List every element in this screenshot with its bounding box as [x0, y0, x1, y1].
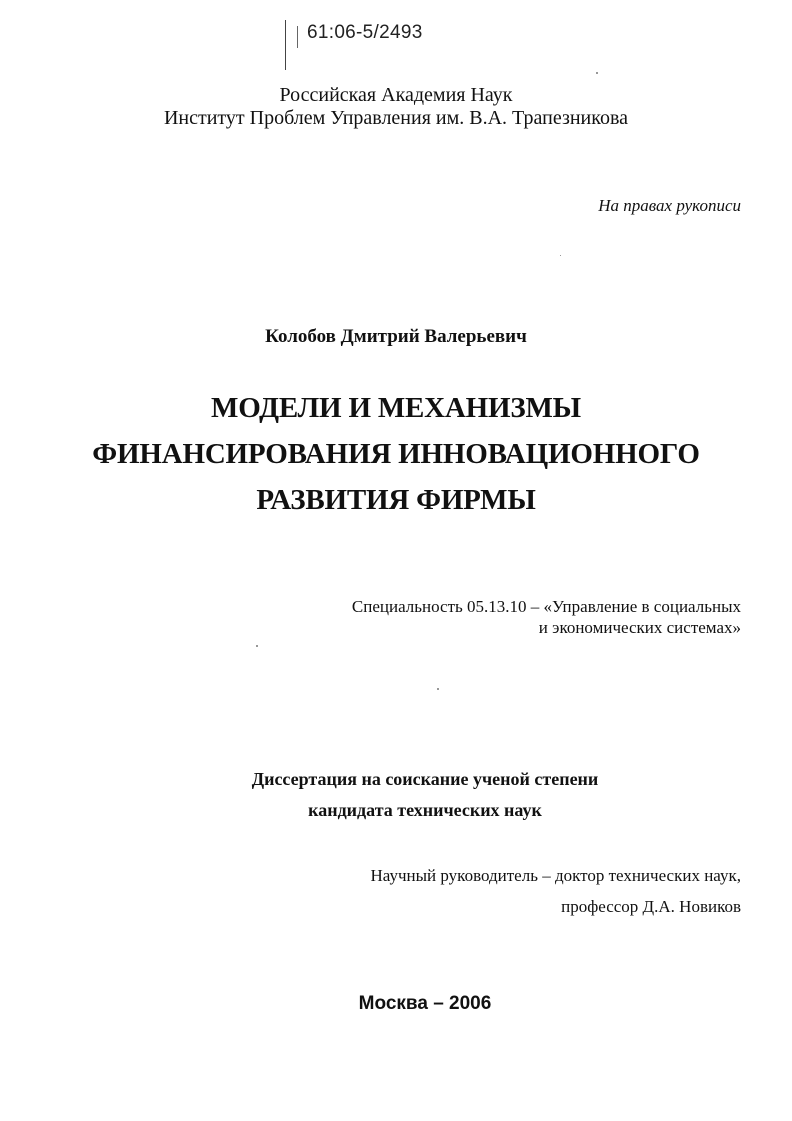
scan-speck	[596, 72, 598, 74]
supervisor-line-1: Научный руководитель – доктор технических наук,	[370, 866, 741, 885]
organization-institute: Институт Проблем Управления им. В.А. Трапезникова	[163, 107, 629, 129]
supervisor-line-2: профессор Д.А. Новиков	[561, 897, 741, 916]
author-name: Колобов Дмитрий Валерьевич	[265, 326, 527, 347]
city-year: Москва – 2006	[358, 993, 492, 1014]
archive-stamp: 61:06-5/2493	[307, 22, 423, 43]
specialty-line-1: Специальность 05.13.10 – «Управление в социальных	[351, 597, 741, 616]
scan-speck	[437, 688, 439, 690]
thesis-title-line-1: МОДЕЛИ И МЕХАНИЗМЫ	[211, 392, 581, 424]
scan-speck	[256, 645, 258, 647]
organization-academy: Российская Академия Наук	[279, 84, 513, 106]
degree-line-1: Диссертация на соискание ученой степени	[251, 769, 599, 789]
thesis-title-line-2: ФИНАНСИРОВАНИЯ ИННОВАЦИОННОГО	[92, 438, 700, 470]
stamp-vertical-line	[285, 20, 286, 70]
stamp-vertical-line-short	[297, 26, 298, 48]
thesis-title-line-3: РАЗВИТИЯ ФИРМЫ	[256, 484, 536, 516]
specialty-line-2: и экономических системах»	[538, 618, 741, 637]
scan-speck	[560, 255, 561, 256]
degree-line-2: кандидата технических наук	[308, 800, 542, 820]
manuscript-note: На правах рукописи	[598, 196, 741, 215]
